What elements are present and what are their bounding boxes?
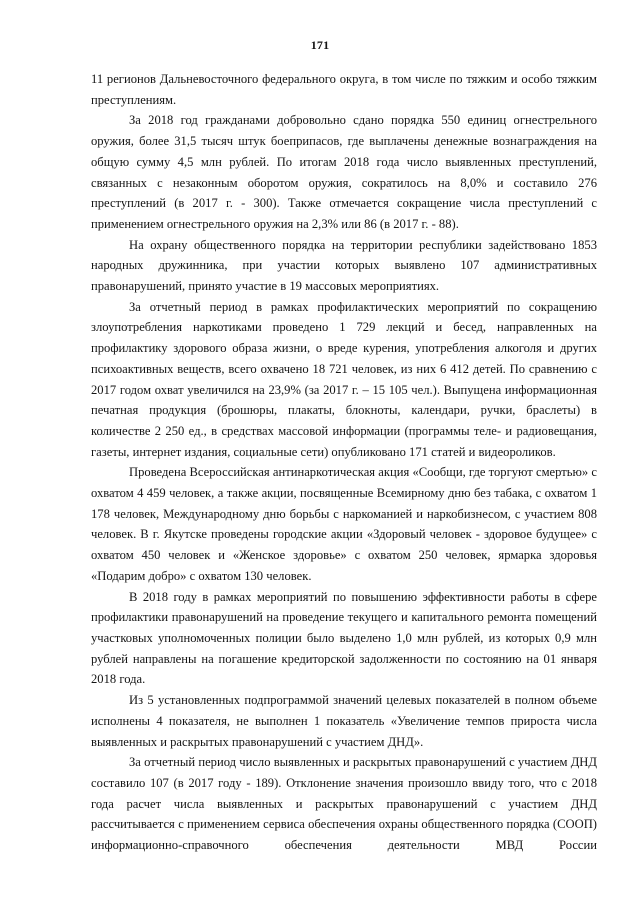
document-body: [91, 69, 597, 856]
paragraph-anti-drug-campaigns: Проведена Всероссийская антинаркотическая акция «Сообщи, где торгуют смертью» с охватом 4 459 человек, а также акции, посвященные Всемирному дню без табака, с охватом 1 178 человек, Международному дню борьбы с наркоманией и наркобизнесом, с участием 808 человек. В г. Якутске проведены городские акции «Здоровый человек - здоровое будущее» с охватом 450 человек и «Женское здоровье» с охватом 250 человек, ярмарка здоровья «Подарим добро» с охватом 130 человек.: [91, 465, 597, 583]
paragraph-police-premises-repair: В 2018 году в рамках мероприятий по повышению эффективности работы в сфере профилактики правонарушений на проведение текущего и капитального ремонта помещений участковых уполномоченных полиции было выделено 1,0 млн рублей, из которых 0,9 млн рублей направлены на погашение кредиторской задолженности по состоянию на 01 января 2018 года.: [91, 589, 597, 687]
paragraph-target-indicators: Из 5 установленных подпрограммой значений целевых показателей в полном объеме исполнены 4 показателя, не выполнен 1 показатель «Увеличение темпов прироста числа выявленных и раскрытых правонарушений с участием ДНД».: [91, 693, 597, 749]
paragraph-drug-prevention: За отчетный период в рамках профилактических мероприятий по сокращению злоупотребления наркотиками проведено 1 729 лекций и бесед, направленных на профилактику здорового образа жизни, о вреде курения, употребления алкоголя и других психоактивных веществ, всего охвачено 18 721 человек, из них 6 412 детей. По сравнению с 2017 годом охват увеличился на 23,9% (за 2017 г. – 15 105 чел.). Выпущена информационная печатная продукция (брошюры, плакаты, блокноты, календари, ручки, браслеты) в количестве 2 250 ед., в средствах массовой информации (программы теле- и радиовещания, газеты, интернет издания, социальные сети) опубликовано 171 статей и видеороликов.: [91, 299, 597, 459]
paragraph-continuation: 11 регионов Дальневосточного федерального округа, в том числе по тяжким и особо тяжким преступлениям.: [91, 72, 597, 107]
page-number: 171: [310, 38, 330, 52]
paragraph-dnd-offenses: За отчетный период число выявленных и раскрытых правонарушений с участием ДНД составило 107 (в 2017 году - 189). Отклонение значения произошло ввиду того, что с 2018 года расчет числа выявленных и раскрытых правонарушений с участием ДНД рассчитывается с применением сервиса обеспечения охраны общественного порядка (СООП) информационно-справочного обеспечения деятельности МВД России: [91, 755, 597, 853]
paragraph-weapons-surrender: За 2018 год гражданами добровольно сдано порядка 550 единиц огнестрельного оружия, более 31,5 тысяч штук боеприпасов, где выплачены денежные вознаграждения на общую сумму 4,5 млн рублей. По итогам 2018 года число выявленных преступлений, связанных с незаконным оборотом оружия, сократилось на 8,0% и составило 276 преступлений (в 2017 г. - 300). Также отмечается сокращение числа преступлений с применением огнестрельного оружия на 2,3% или 86 (в 2017 г. - 88).: [91, 113, 597, 231]
paragraph-volunteer-guards: На охрану общественного порядка на территории республики задействовано 1853 народных дружинника, при участии которых выявлено 107 административных правонарушений, принято участие в 19 массовых мероприятиях.: [91, 237, 597, 294]
